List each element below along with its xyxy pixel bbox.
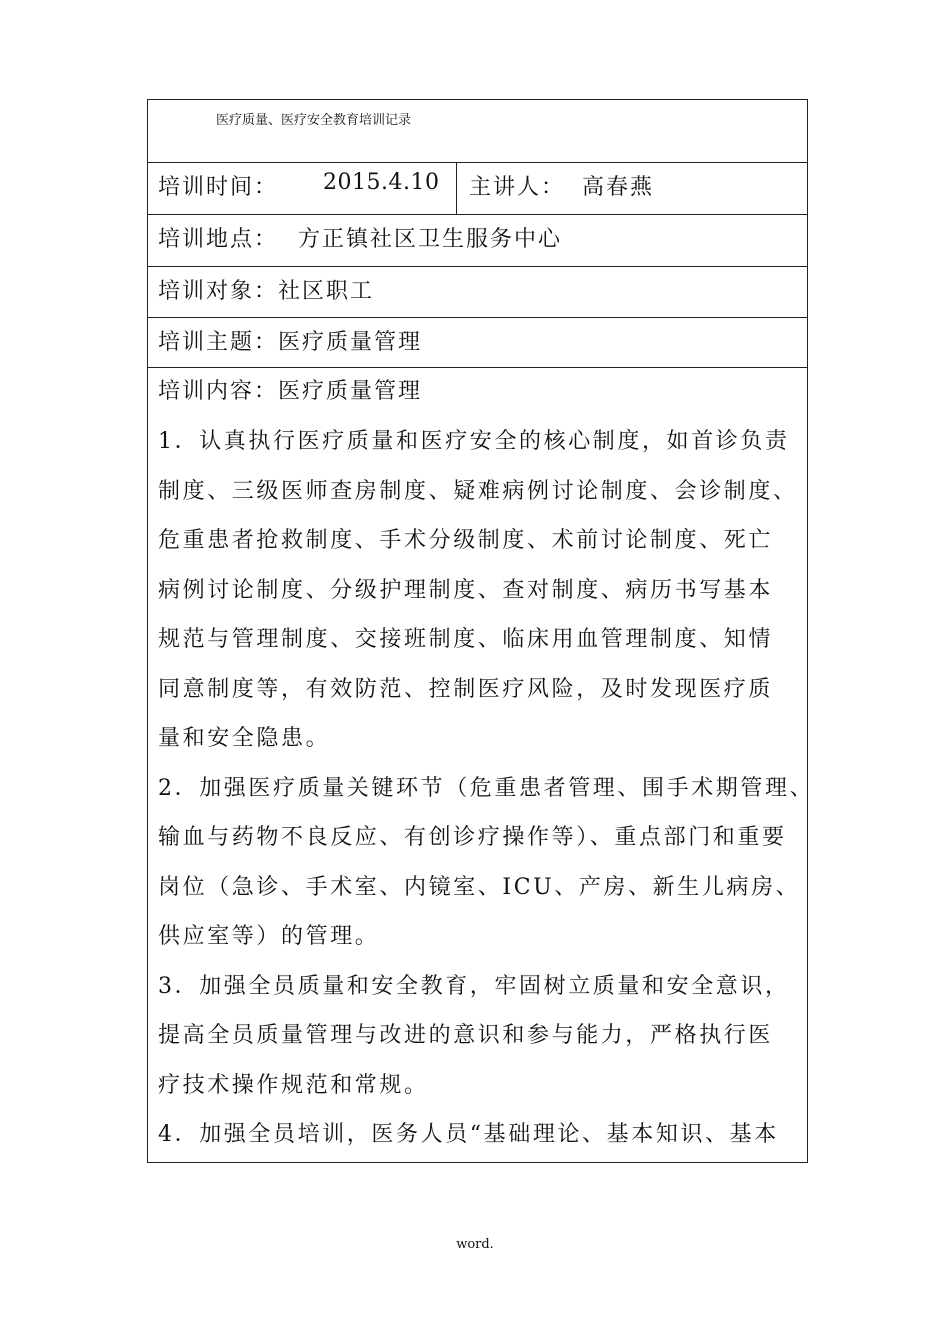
theme-value: 医疗质量管理 [278, 330, 423, 355]
training-record-table [147, 99, 815, 1163]
content-line: 提高全员质量管理与改进的意识和参与能力，严格执行医 [158, 1023, 774, 1048]
speaker-value: 高春燕 [582, 175, 655, 200]
place-value: 方正镇社区卫生服务中心 [298, 227, 563, 252]
target-value: 社区职工 [278, 279, 375, 304]
content-line: 1．认真执行医疗质量和医疗安全的核心制度，如首诊负责 [158, 429, 790, 454]
title-row [148, 100, 807, 163]
document-title: 医疗质量、医疗安全教育培训记录 [216, 113, 412, 128]
content-line: 4．加强全员培训，医务人员“基础理论、基本知识、基本 [158, 1122, 779, 1147]
place-label: 培训地点： [158, 227, 279, 252]
target-label: 培训对象： [158, 279, 279, 304]
time-value: 2015.4.10 [323, 170, 440, 195]
content-line: 3．加强全员质量和安全教育，牢固树立质量和安全意识， [158, 973, 790, 999]
content-section [148, 368, 815, 1162]
content-line: 同意制度等，有效防范、控制医疗风险，及时发现医疗质 [158, 676, 774, 702]
content-line: 规范与管理制度、交接班制度、临床用血管理制度、知情 [158, 627, 774, 652]
content-line: 输血与药物不良反应、有创诊疗操作等）、重点部门和重要 [158, 825, 787, 850]
speaker-label: 主讲人： [469, 175, 566, 200]
cell-divider [456, 163, 457, 214]
theme-label: 培训主题： [158, 330, 279, 355]
content-line: 量和安全隐患。 [158, 726, 331, 751]
content-line: 危重患者抢救制度、手术分级制度、术前讨论制度、死亡 [158, 528, 774, 553]
content-label: 培训内容： [158, 379, 279, 404]
content-line: 制度、三级医师查房制度、疑难病例讨论制度、会诊制度、 [158, 478, 798, 504]
time-label: 培训时间： [158, 175, 279, 200]
content-line: 疗技术操作规范和常规。 [158, 1072, 429, 1098]
time-speaker-row [148, 163, 807, 215]
place-row [148, 215, 807, 267]
target-row [148, 267, 807, 318]
content-line: 岗位（急诊、手术室、内镜室、ICU、产房、新生儿病房、 [158, 874, 801, 900]
theme-row [148, 318, 807, 368]
content-value: 医疗质量管理 [278, 379, 423, 404]
content-line: 病例讨论制度、分级护理制度、查对制度、病历书写基本 [158, 577, 774, 603]
page-footer: word. [456, 1237, 494, 1252]
content-line: 2．加强医疗质量关键环节（危重患者管理、围手术期管理、 [158, 775, 815, 801]
content-line: 供应室等）的管理。 [158, 924, 380, 949]
